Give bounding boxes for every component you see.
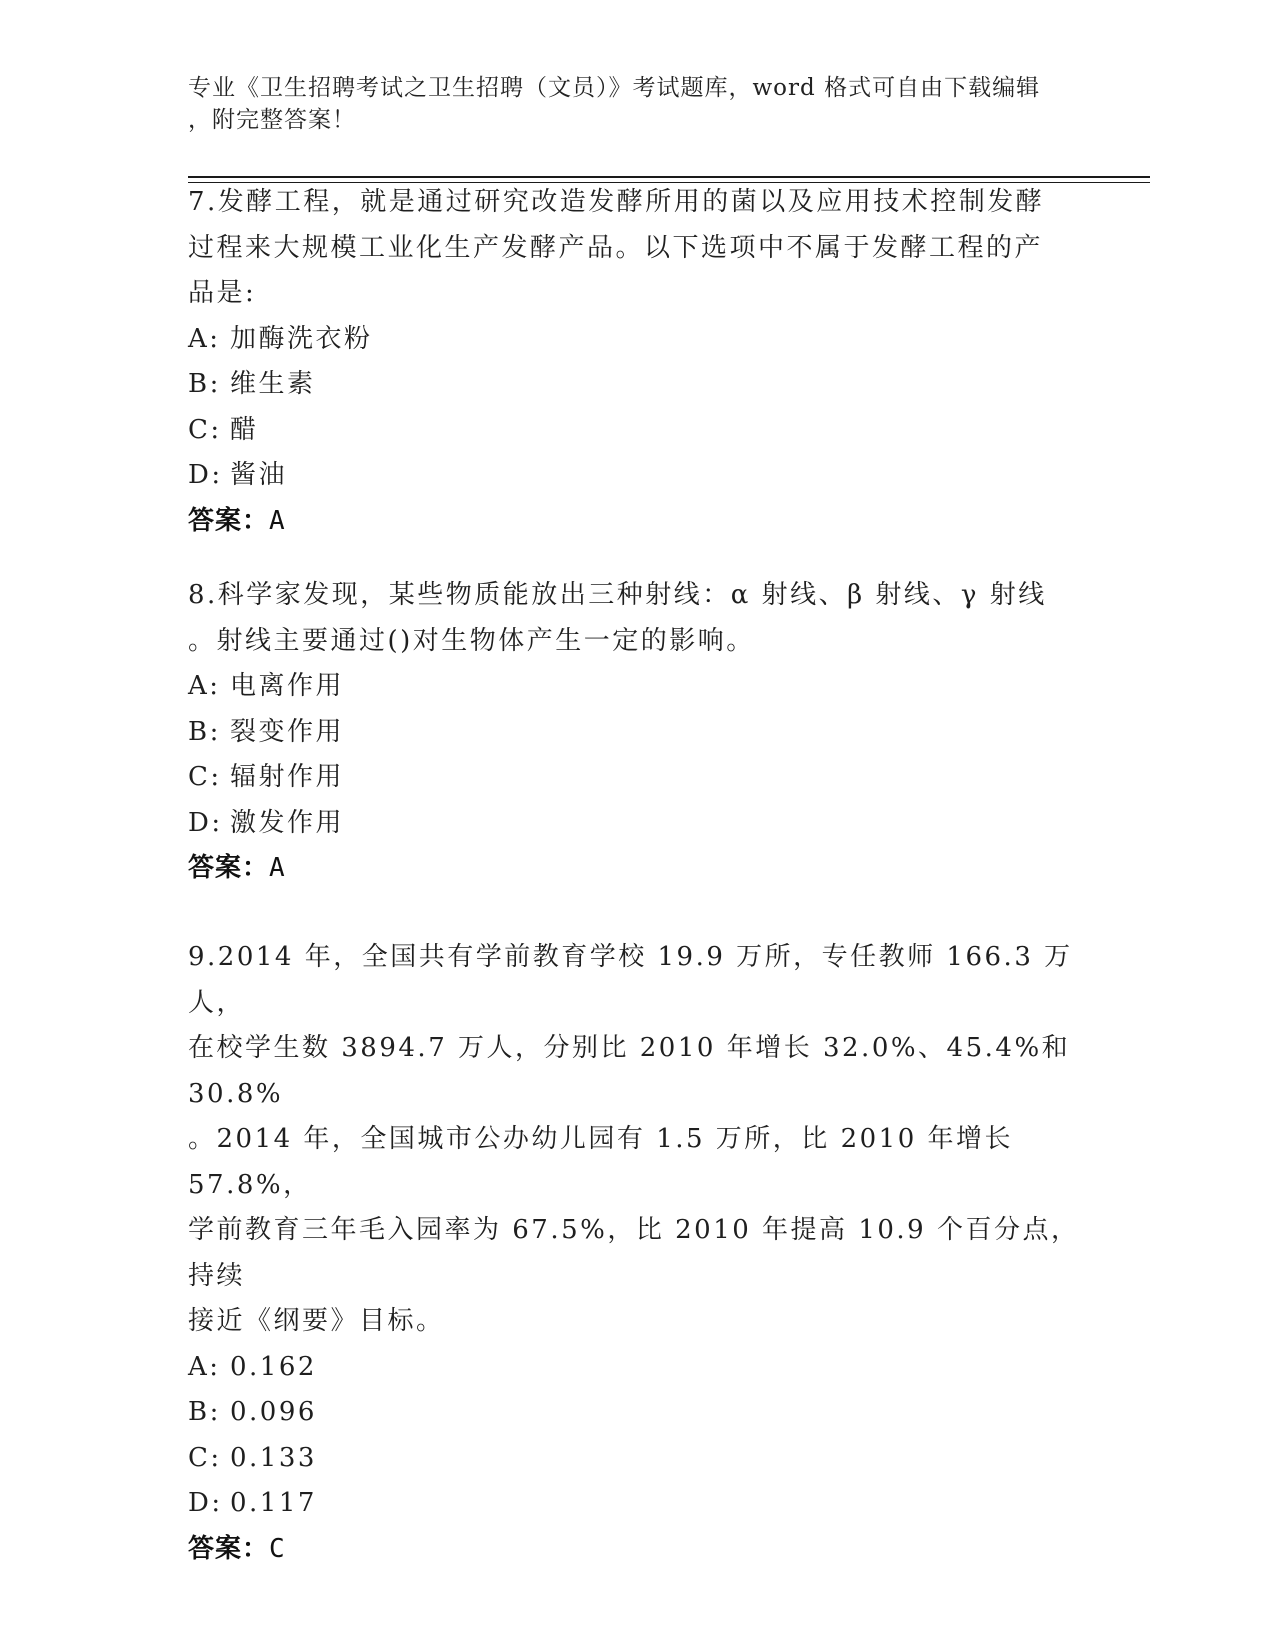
question-7 (188, 180, 1088, 544)
option-b (188, 362, 1088, 408)
option-key: B: (188, 716, 221, 747)
option-key: D: (188, 460, 223, 490)
option-b (188, 1390, 1088, 1436)
option-d (188, 1481, 1088, 1527)
option-text: 0.096 (230, 1397, 317, 1427)
option-b (188, 710, 1088, 756)
option-c (188, 1436, 1088, 1482)
answer-line (188, 499, 1088, 545)
option-text: 醋 (230, 414, 259, 445)
option-text: 加酶洗衣粉 (230, 323, 373, 354)
option-a (188, 1345, 1088, 1391)
answer-value: A (269, 853, 286, 883)
question-9 (188, 935, 1088, 1572)
option-key: C: (188, 1442, 222, 1473)
answer-value: A (269, 505, 286, 536)
answer-label: 答案： (188, 853, 270, 883)
header-line-1: 专业《卫生招聘考试之卫生招聘（文员）》考试题库，word 格式可自由下载编辑 (188, 75, 1041, 101)
option-key: D: (188, 807, 223, 838)
option-text: 维生素 (230, 369, 316, 399)
question-stem-line: 。射线主要通过()对生物体产生一定的影响。 (188, 625, 755, 656)
question-stem-line: 接近《纲要》目标。 (188, 1306, 445, 1336)
question-stem-line: 8.科学家发现，某些物质能放出三种射线：α 射线、β 射线、γ 射线 (188, 580, 1047, 610)
option-text: 0.117 (230, 1488, 317, 1518)
option-key: A: (188, 671, 221, 701)
option-a (188, 664, 1088, 710)
option-key: C: (188, 414, 222, 445)
option-text: 激发作用 (230, 807, 345, 838)
option-text: 0.133 (230, 1442, 317, 1473)
option-text: 辐射作用 (230, 762, 345, 792)
option-key: A: (188, 1351, 221, 1382)
header-divider-thick (188, 176, 1150, 178)
option-key: D: (188, 1488, 223, 1518)
option-d (188, 453, 1088, 499)
document-header (188, 72, 1068, 136)
answer-value: C (269, 1533, 286, 1564)
option-d (188, 801, 1088, 847)
option-text: 裂变作用 (230, 716, 345, 747)
option-text: 酱油 (230, 460, 288, 490)
option-c (188, 408, 1088, 454)
question-stem-line: 学前教育三年毛入园率为 67.5%，比 2010 年提高 10.9 个百分点，持续 (188, 1215, 1080, 1291)
answer-line (188, 846, 1088, 892)
option-key: B: (188, 1397, 221, 1427)
question-stem-line: 。2014 年，全国城市公办幼儿园有 1.5 万所，比 2010 年增长 57.8%， (188, 1124, 1014, 1200)
option-key: B: (188, 369, 221, 399)
header-line-2: ，附完整答案！ (188, 107, 356, 133)
question-8 (188, 573, 1088, 892)
question-stem-line: 7.发酵工程，就是通过研究改造发酵所用的菌以及应用技术控制发酵 (188, 187, 1045, 217)
answer-label: 答案： (188, 1533, 270, 1564)
question-stem-line: 9.2014 年，全国共有学前教育学校 19.9 万所，专任教师 166.3 万人， (188, 942, 1073, 1018)
option-key: C: (188, 762, 222, 792)
option-key: A: (188, 323, 221, 354)
question-stem-line: 在校学生数 3894.7 万人，分别比 2010 年增长 32.0%、45.4%和 30.8% (188, 1033, 1071, 1109)
answer-line (188, 1527, 1088, 1573)
question-stem-line: 过程来大规模工业化生产发酵产品。以下选项中不属于发酵工程的产 (188, 232, 1044, 263)
question-stem-line: 品是: (188, 278, 257, 308)
option-text: 电离作用 (230, 671, 345, 701)
option-c (188, 755, 1088, 801)
answer-label: 答案： (188, 505, 270, 536)
option-text: 0.162 (230, 1351, 317, 1382)
option-a (188, 317, 1088, 363)
